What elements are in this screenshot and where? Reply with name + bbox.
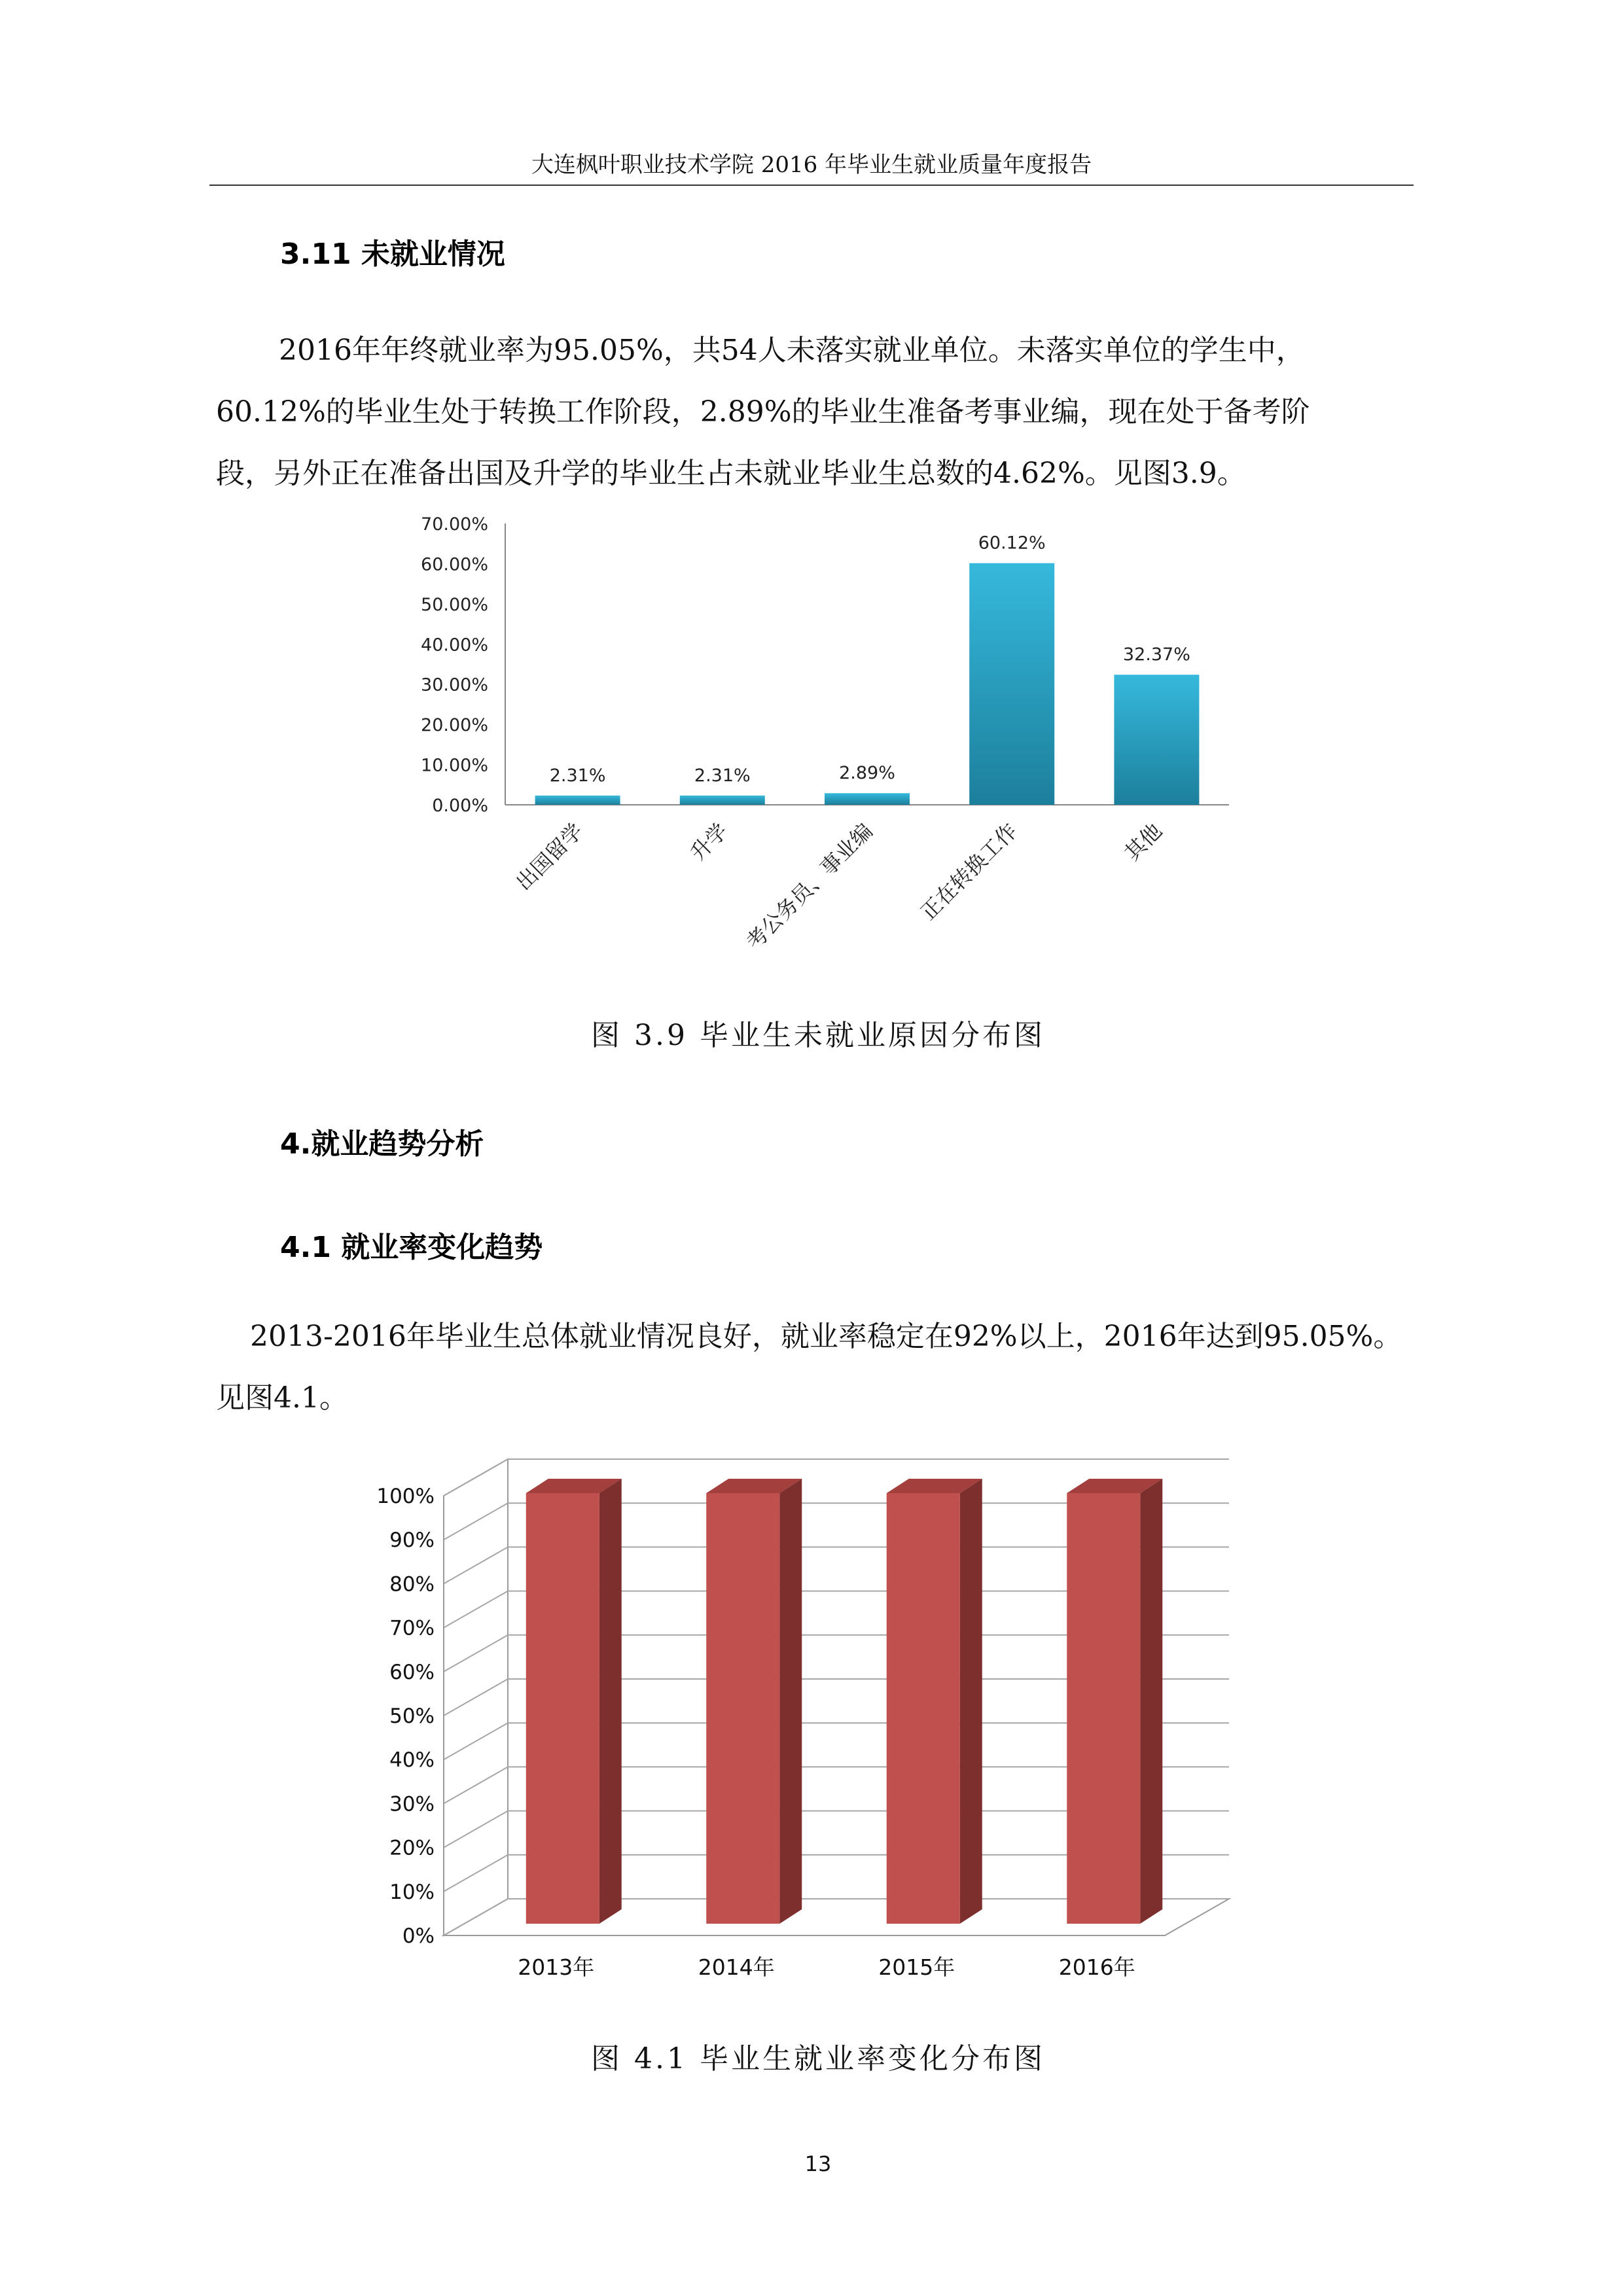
y-tick-label: 80% xyxy=(389,1572,435,1597)
section-heading-3-11: 3.11 未就业情况 xyxy=(280,238,505,271)
y-tick-label: 60% xyxy=(389,1660,435,1684)
page-number: 13 xyxy=(804,2151,832,2176)
y-tick-label: 30% xyxy=(389,1792,435,1816)
y-tick-label: 10.00% xyxy=(421,755,488,776)
y-tick-label: 90% xyxy=(389,1528,435,1553)
bar xyxy=(526,1479,622,1924)
y-tick-label: 10% xyxy=(389,1880,435,1904)
bar xyxy=(825,793,910,805)
paragraph-line: 2016年年终就业率为95.05%，共54人未落实就业单位。未落实单位的学生中， xyxy=(279,334,1305,367)
data-label: 32.37% xyxy=(1122,645,1190,665)
data-label: 2.31% xyxy=(694,765,751,786)
paragraph-line: 段，另外正在准备出国及升学的毕业生占未就业毕业生总数的4.62%。见图3.9。 xyxy=(216,457,1246,490)
figure-caption-4-1: 图 4.1 毕业生就业率变化分布图 xyxy=(591,2042,1045,2075)
bar xyxy=(969,563,1054,805)
y-tick-label: 70.00% xyxy=(421,514,488,535)
x-tick-label: 2014年 xyxy=(698,1954,775,1980)
x-tick-label: 考公务员、事业编 xyxy=(741,818,878,955)
y-tick-label: 0.00% xyxy=(432,796,488,816)
x-tick-label: 2015年 xyxy=(878,1954,955,1980)
bar xyxy=(680,796,765,805)
x-tick-label: 2016年 xyxy=(1058,1954,1135,1980)
x-tick-label: 升学 xyxy=(685,818,733,866)
bar xyxy=(706,1479,802,1924)
bar xyxy=(535,796,620,805)
y-tick-label: 70% xyxy=(389,1616,435,1640)
paragraph-line: 2013-2016年毕业生总体就业情况良好，就业率稳定在92%以上，2016年达到95.05%。 xyxy=(250,1320,1402,1353)
paragraph-line: 60.12%的毕业生处于转换工作阶段，2.89%的毕业生准备考事业编，现在处于备考阶 xyxy=(216,395,1310,429)
data-label: 60.12% xyxy=(978,533,1046,554)
unemployment-reasons-chart xyxy=(366,497,1270,995)
y-tick-label: 0% xyxy=(402,1924,435,1948)
running-header: 大连枫叶职业技术学院 2016 年毕业生就业质量年度报告 xyxy=(531,152,1092,178)
section-heading-4: 4.就业趋势分析 xyxy=(280,1127,484,1161)
header-rule xyxy=(209,185,1414,186)
employment-rate-chart xyxy=(347,1439,1296,2009)
y-tick-label: 40% xyxy=(389,1748,435,1773)
data-label: 2.89% xyxy=(839,763,895,784)
bar xyxy=(1114,675,1199,805)
x-tick-label: 正在转换工作 xyxy=(916,818,1022,925)
y-tick-label: 40.00% xyxy=(421,635,488,656)
paragraph-unemployment xyxy=(216,320,1420,504)
section-heading-4-1: 4.1 就业率变化趋势 xyxy=(280,1231,543,1264)
paragraph-employment-trend xyxy=(216,1306,1446,1429)
figure-caption-3-9: 图 3.9 毕业生未就业原因分布图 xyxy=(591,1019,1045,1052)
y-tick-label: 20.00% xyxy=(421,715,488,736)
y-tick-label: 20% xyxy=(389,1836,435,1860)
y-tick-label: 100% xyxy=(376,1485,435,1508)
x-tick-label: 2013年 xyxy=(518,1954,595,1980)
y-tick-label: 50% xyxy=(389,1704,435,1728)
x-tick-label: 其他 xyxy=(1119,818,1168,866)
y-tick-label: 60.00% xyxy=(421,554,488,575)
bar xyxy=(887,1479,982,1924)
y-tick-label: 50.00% xyxy=(421,594,488,615)
data-label: 2.31% xyxy=(549,765,606,786)
paragraph-line: 见图4.1。 xyxy=(216,1381,348,1415)
y-tick-label: 30.00% xyxy=(421,675,488,696)
bar xyxy=(1067,1479,1162,1924)
x-tick-label: 出国留学 xyxy=(510,818,588,896)
